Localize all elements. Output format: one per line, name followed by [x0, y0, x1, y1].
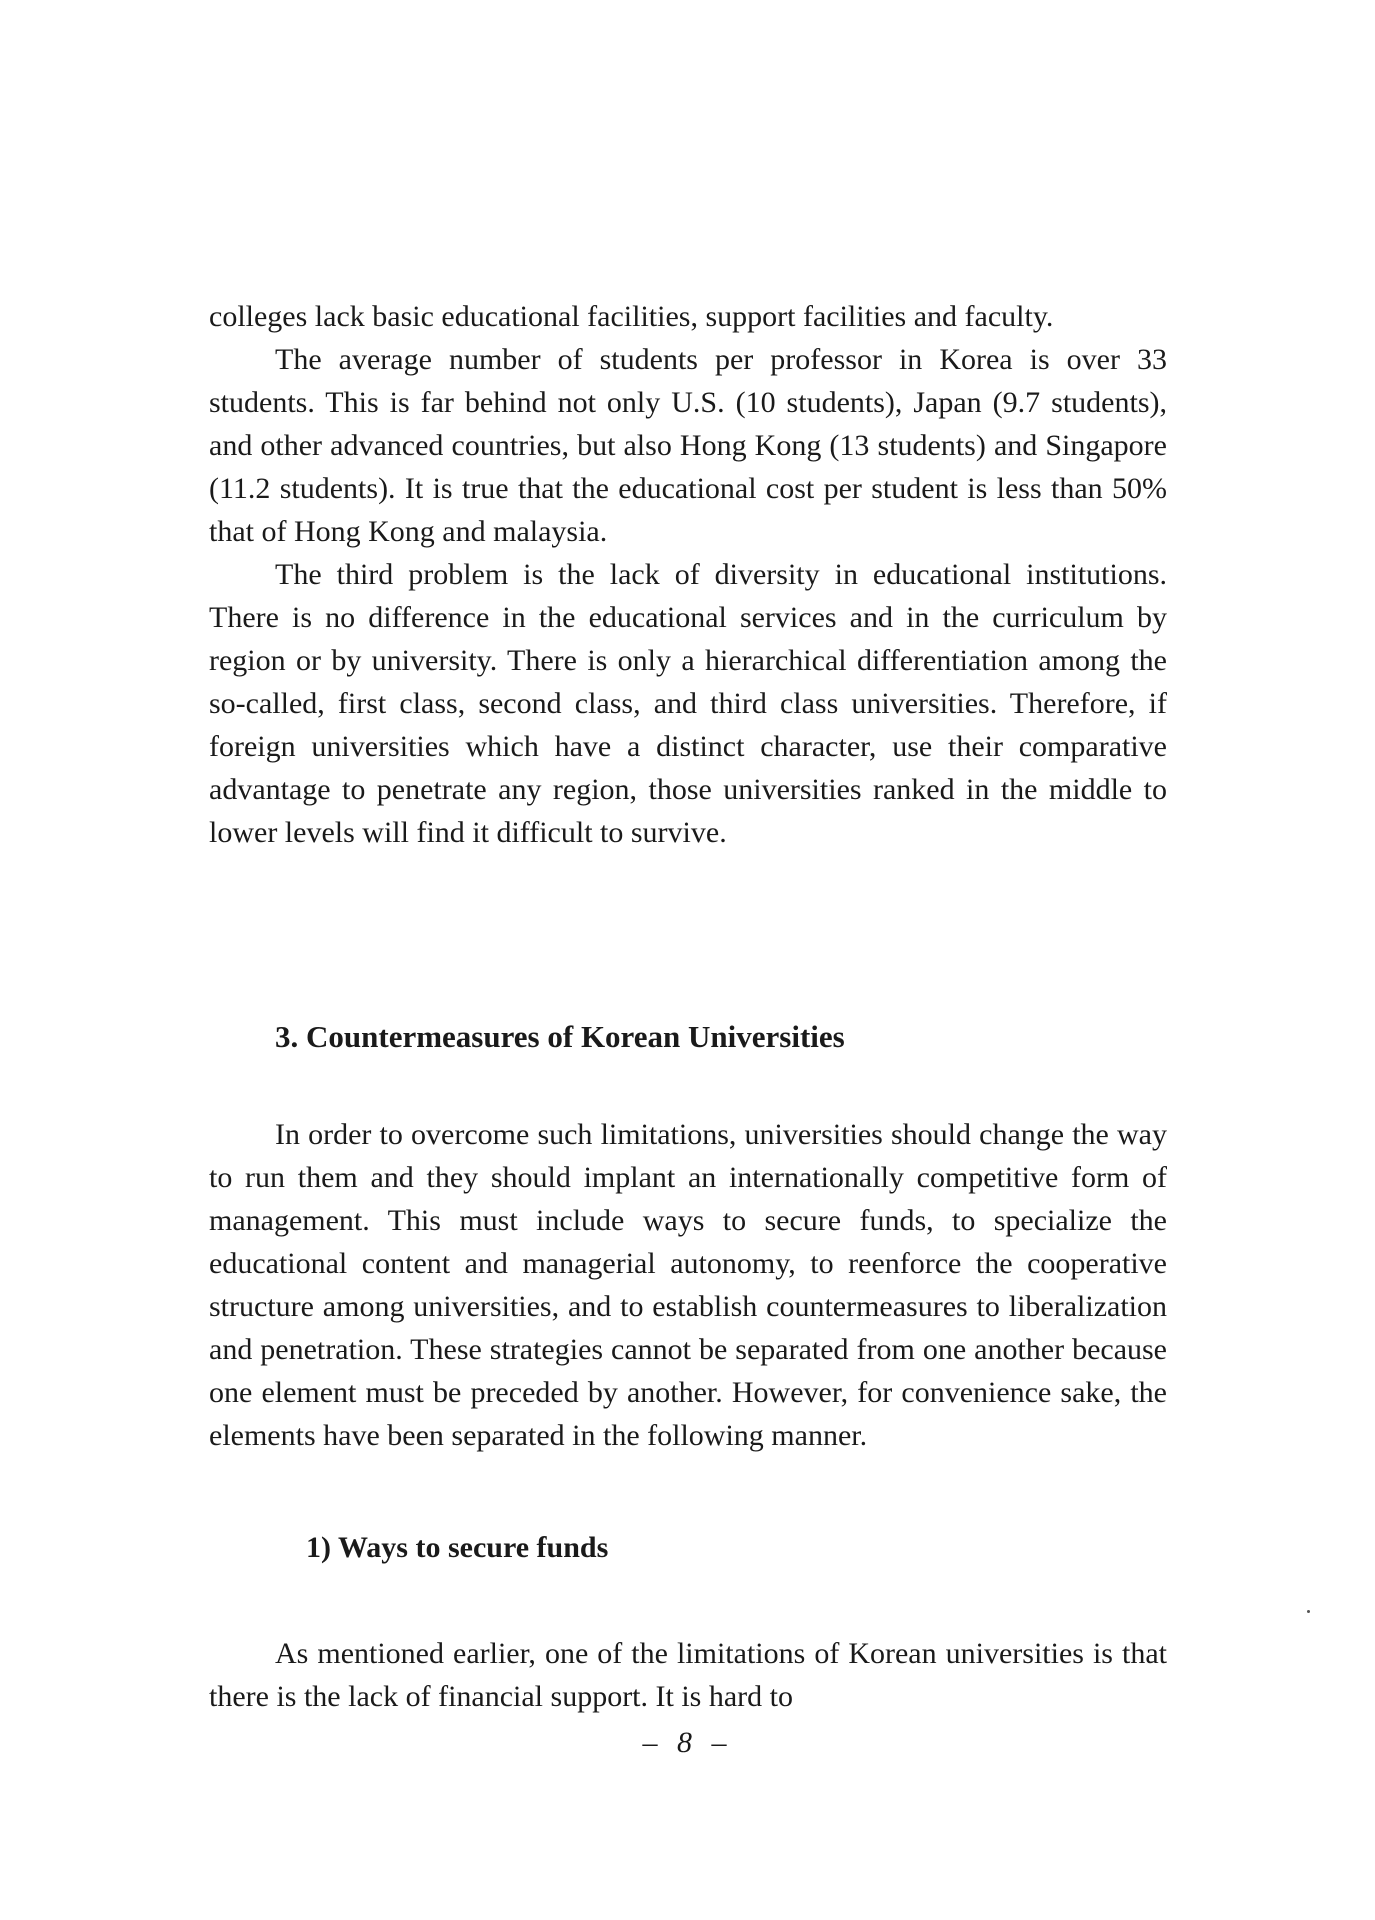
scan-speck: [1307, 1610, 1310, 1613]
body-text-section: [209, 1113, 1167, 1457]
paragraph-secure-funds: As mentioned earlier, one of the limitations of Korean universities is that there is the lack of financial support. It is hard to: [209, 1637, 1167, 1713]
paragraph-countermeasures: In order to overcome such limitations, universities should change the way to run them and they should implant an internationally competitive form of management. This must include ways to secure funds, to specialize the educational content and managerial autonomy, to reenforce the cooperative structure among universities, and to establish countermeasures to liberalization and penetration. These strategies cannot be separated from one another because one element must be preceded by another. However, for convenience sake, the elements have been separated in the following manner.: [209, 1118, 1167, 1452]
paragraph-diversity-problem: The third problem is the lack of diversity in educational institutions. There is no difference in the educational services and in the curriculum by region or by university. There is only a hierarchical differentiation among the so-called, first class, second class, and third class universities. Therefore, if foreign universities which have a distinct character, use their comparative advantage to penetrate any region, those universities ranked in the middle to lower levels will find it difficult to survive.: [209, 558, 1167, 849]
body-text-top: [209, 295, 1167, 854]
page-number: – 8 –: [642, 1726, 733, 1759]
section-heading: 3. Countermeasures of Korean Universities: [275, 1019, 845, 1054]
paragraph-facilities: colleges lack basic educational facilities, support facilities and faculty.: [209, 300, 1054, 333]
body-text-subsection: [209, 1632, 1167, 1718]
paragraph-students-per-professor: The average number of students per professor in Korea is over 33 students. This is far behind not only U.S. (10 students), Japan (9.7 students), and other advanced countries, but also Hong Kong (13 students) and Singapore (11.2 students). It is true that the educational cost per student is less than 50% that of Hong Kong and malaysia.: [209, 343, 1167, 548]
subsection-heading: 1) Ways to secure funds: [306, 1531, 609, 1564]
